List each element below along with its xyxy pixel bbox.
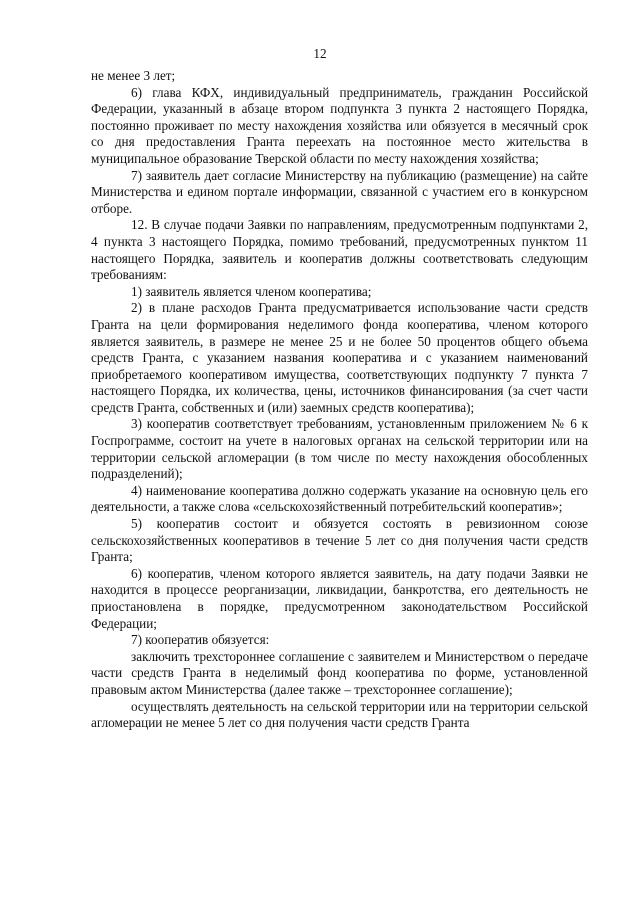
paragraph: 7) кооператив обязуется: (131, 632, 270, 648)
paragraph: 6) кооператив, членом которого является заявитель, на дату подачи Заявки не находится в процессе реорганизации, ликвидации, банкротства, его деятельность не приостановлена в порядке, предусмотренном законодательством Российской Федерации; (91, 565, 588, 631)
paragraph: не менее 3 лет; (91, 68, 176, 83)
paragraph: 12. В случае подачи Заявки по направлениям, предусмотренным подпунктами 2, 4 пункта 3 настоящего Порядка, помимо требований, предусмотренных пунктом 11 настоящего Порядка, заявитель и кооператив должны соответствовать следующим требованиям: (91, 217, 588, 283)
paragraph: 5) кооператив состоит и обязуется состоять в ревизионном союзе сельскохозяйственных кооперативов в течение 5 лет со дня получения части средств Гранта; (91, 516, 588, 565)
paragraph: заключить трехстороннее соглашение с заявителем и Министерством о передаче части средств Гранта в неделимый фонд кооператива по форме, установленной правовым актом Министерства (далее также – трехстороннее соглашение); (91, 648, 588, 697)
page-number: 12 (313, 46, 327, 61)
paragraph: 2) в плане расходов Гранта предусматривается использование части средств Гранта на цели формирования неделимого фонда кооператива, членом которого является заявитель, в размере не менее 25 и не более 50 процентов общего объема средств Гранта, с указанием названия кооператива и с указанием наименований приобретаемого кооперативом имущества, соответствующих подпункту 7 пункта 7 настоящего Порядка, их количества, цены, источников финансирования (за счет части средств Гранта, собственных и (или) заемных средств кооператива); (91, 300, 588, 415)
paragraph: 3) кооператив соответствует требованиям, установленным приложением № 6 к Госпрограмме, состоит на учете в налоговых органах на сельской территории или на территории сельской агломерации (в том числе по месту нахождения обособленных подразделений); (91, 416, 588, 482)
paragraph: осуществлять деятельность на сельской территории или на территории сельской агломерации не менее 5 лет со дня получения части средств Гранта (91, 698, 588, 731)
paragraph: 1) заявитель является членом кооператива; (131, 283, 372, 299)
paragraph: 6) глава КФХ, индивидуальный предприниматель, гражданин Российской Федерации, указанный в абзаце втором подпункта 3 пункта 2 настоящего Порядка, постоянно проживает по месту нахождения хозяйства или обязуется в месячный срок со дня предоставления Гранта переехать на постоянное место жительства в муниципальное образование Тверской области по месту нахождения хозяйства; (91, 84, 588, 166)
body-text (91, 68, 588, 732)
paragraph: 4) наименование кооператива должно содержать указание на основную цель его деятельности, а также слова «сельскохозяйственный потребительский кооператив»; (91, 482, 588, 515)
paragraph: 7) заявитель дает согласие Министерству на публикацию (размещение) на сайте Министерства и едином портале информации, связанной с участием его в конкурсном отборе. (91, 167, 588, 216)
